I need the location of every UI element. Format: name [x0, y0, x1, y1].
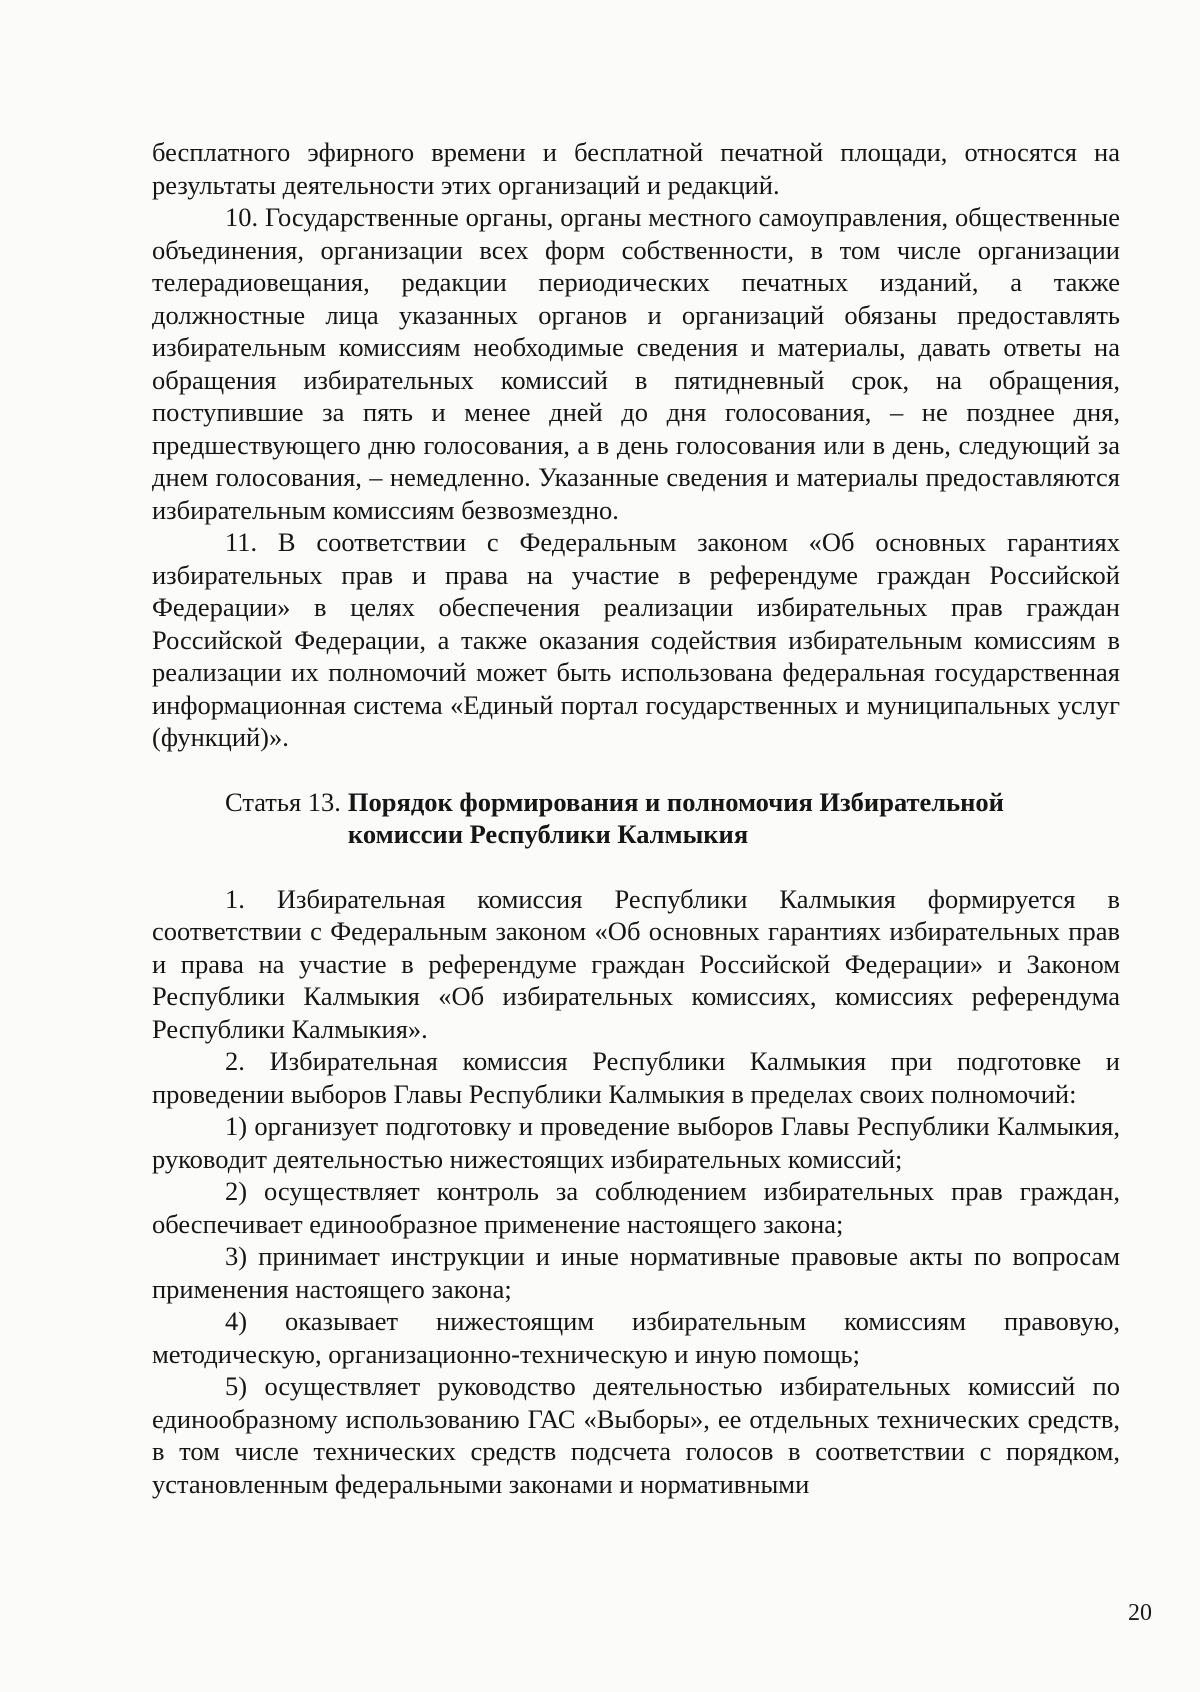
paragraph-a13-2-4: 4) оказывает нижестоящим избирательным комиссиям правовую, методическую, организационно-техническую и иную помощь; [152, 1306, 1120, 1369]
article-title-line2: комиссии Республики Калмыкия [347, 819, 749, 849]
page-number: 20 [1128, 1600, 1152, 1626]
paragraph-a13-2-5: 5) осуществляет руководство деятельностью избирательных комиссий по единообразному использованию ГАС «Выборы», ее отдельных технических средств, в том числе технических средств подсчета голосов в соответствии с порядком, установленным федеральными законами и нормативными [152, 1371, 1120, 1499]
article-title [348, 786, 1120, 851]
paragraph-a13-2: 2. Избирательная комиссия Республики Калмыкия при подготовке и проведении выборов Главы Республики Калмыкия в пределах своих полномочий: [152, 1046, 1120, 1109]
paragraph-continuation: бесплатного эфирного времени и бесплатной печатной площади, относятся на результаты деятельности этих организаций и редакций. [152, 137, 1120, 200]
article-title-line1: Порядок формирования и полномочия Избирательной [347, 786, 1004, 817]
paragraph-a13-1: 1. Избирательная комиссия Республики Калмыкия формируется в соответствии с Федеральным законом «Об основных гарантиях избирательных прав и права на участие в референдуме граждан Российской Федерации» и Законом Республики Калмыкия «Об избирательных комиссиях, комиссиях референдума Республики Калмыкия». [152, 883, 1120, 1044]
spacer [152, 754, 1120, 786]
paragraph-a13-2-2: 2) осуществляет контроль за соблюдением избирательных прав граждан, обеспечивает единообразное применение настоящего закона; [152, 1176, 1120, 1239]
paragraph-item-11: 11. В соответствии с Федеральным законом «Об основных гарантиях избирательных прав и права на участие в референдуме граждан Российской Федерации» в целях обеспечения реализации избирательных прав граждан Российской Федерации, а также оказания содействия избирательным комиссиям в реализации их полномочий может быть использована федеральная государственная информационная система «Единый портал государственных и муниципальных услуг (функций)». [152, 527, 1120, 752]
document-body [152, 136, 1120, 1500]
paragraph-a13-2-1: 1) организует подготовку и проведение выборов Главы Республики Калмыкия, руководит деятельностью нижестоящих избирательных комиссий; [152, 1111, 1120, 1174]
article-label: Статья 13. [225, 786, 341, 817]
spacer [152, 851, 1120, 883]
paragraph-a13-2-3: 3) принимает инструкции и иные нормативные правовые акты по вопросам применения настоящего закона; [152, 1241, 1120, 1304]
article-heading [225, 786, 1120, 851]
paragraph-item-10: 10. Государственные органы, органы местного самоуправления, общественные объединения, организации всех форм собственности, в том числе организации телерадиовещания, редакции периодических печатных изданий, а также должностные лица указанных органов и организаций обязаны предоставлять избирательным комиссиям необходимые сведения и материалы, давать ответы на обращения избирательных комиссий в пятидневный срок, на обращения, поступившие за пять и менее дней до дня голосования, – не позднее дня, предшествующего дню голосования, а в день голосования или в день, следующий за днем голосования, – немедленно. Указанные сведения и материалы предоставляются избирательным комиссиям безвозмездно. [152, 202, 1120, 525]
